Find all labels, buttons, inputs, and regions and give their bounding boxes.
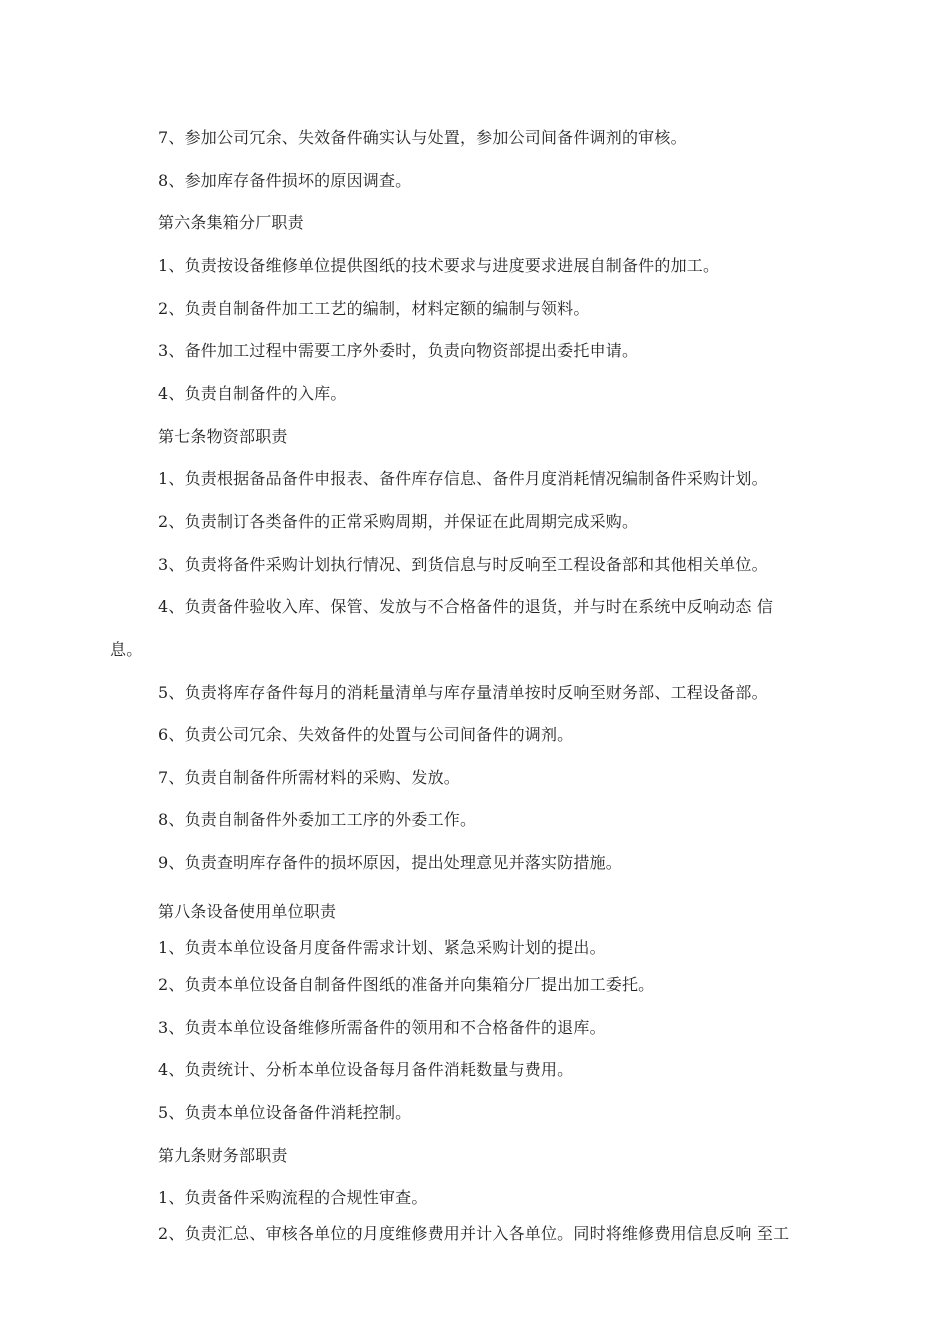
article-8-item-1: 1、负责本单位设备月度备件需求计划、紧急采购计划的提出。 (158, 938, 606, 957)
article-7-item-4-continuation: 息。 (110, 640, 143, 659)
article-7-item-5: 5、负责将库存备件每月的消耗量清单与库存量清单按时反响至财务部、工程设备部。 (158, 683, 768, 702)
article-8-item-2: 2、负责本单位设备自制备件图纸的准备并向集箱分厂提出加工委托。 (158, 975, 655, 994)
section-heading-article-8: 第八条设备使用单位职责 (158, 902, 337, 921)
article-7-item-7: 7、负责自制备件所需材料的采购、发放。 (158, 768, 460, 787)
article-8-item-4: 4、负责统计、分析本单位设备每月备件消耗数量与费用。 (158, 1060, 574, 1079)
article-7-item-1: 1、负责根据备品备件申报表、备件库存信息、备件月度消耗情况编制备件采购计划。 (158, 469, 768, 488)
article-7-item-2: 2、负责制订各类备件的正常采购周期，并保证在此周期完成采购。 (158, 512, 639, 531)
article-8-item-5: 5、负责本单位设备备件消耗控制。 (158, 1103, 412, 1122)
section-heading-article-7: 第七条物资部职责 (158, 427, 288, 446)
article-7-item-6: 6、负责公司冗余、失效备件的处置与公司间备件的调剂。 (158, 725, 574, 744)
section-heading-article-9: 第九条财务部职责 (158, 1146, 288, 1165)
item-8-participate-investigation: 8、参加库存备件损坏的原因调查。 (158, 171, 412, 190)
article-7-item-4: 4、负责备件验收入库、保管、发放与不合格备件的退货，并与时在系统中反响动态 信 (158, 597, 774, 616)
article-6-item-4: 4、负责自制备件的入库。 (158, 384, 347, 403)
section-heading-article-6: 第六条集箱分厂职责 (158, 213, 304, 232)
article-7-item-3: 3、负责将备件采购计划执行情况、到货信息与时反响至工程设备部和其他相关单位。 (158, 555, 768, 574)
item-7-participate-disposal: 7、参加公司冗余、失效备件确实认与处置，参加公司间备件调剂的审核。 (158, 128, 687, 147)
article-6-item-3: 3、备件加工过程中需要工序外委时，负责向物资部提出委托申请。 (158, 341, 639, 360)
article-9-item-1: 1、负责备件采购流程的合规性审查。 (158, 1188, 428, 1207)
article-7-item-9: 9、负责查明库存备件的损坏原因，提出处理意见并落实防措施。 (158, 853, 622, 872)
article-8-item-3: 3、负责本单位设备维修所需备件的领用和不合格备件的退库。 (158, 1018, 606, 1037)
article-6-item-1: 1、负责按设备维修单位提供图纸的技术要求与进度要求进展自制备件的加工。 (158, 256, 720, 275)
article-6-item-2: 2、负责自制备件加工工艺的编制，材料定额的编制与领料。 (158, 299, 590, 318)
article-9-item-2: 2、负责汇总、审核各单位的月度维修费用并计入各单位。同时将维修费用信息反响 至工 (158, 1224, 790, 1243)
article-7-item-8: 8、负责自制备件外委加工工序的外委工作。 (158, 810, 477, 829)
